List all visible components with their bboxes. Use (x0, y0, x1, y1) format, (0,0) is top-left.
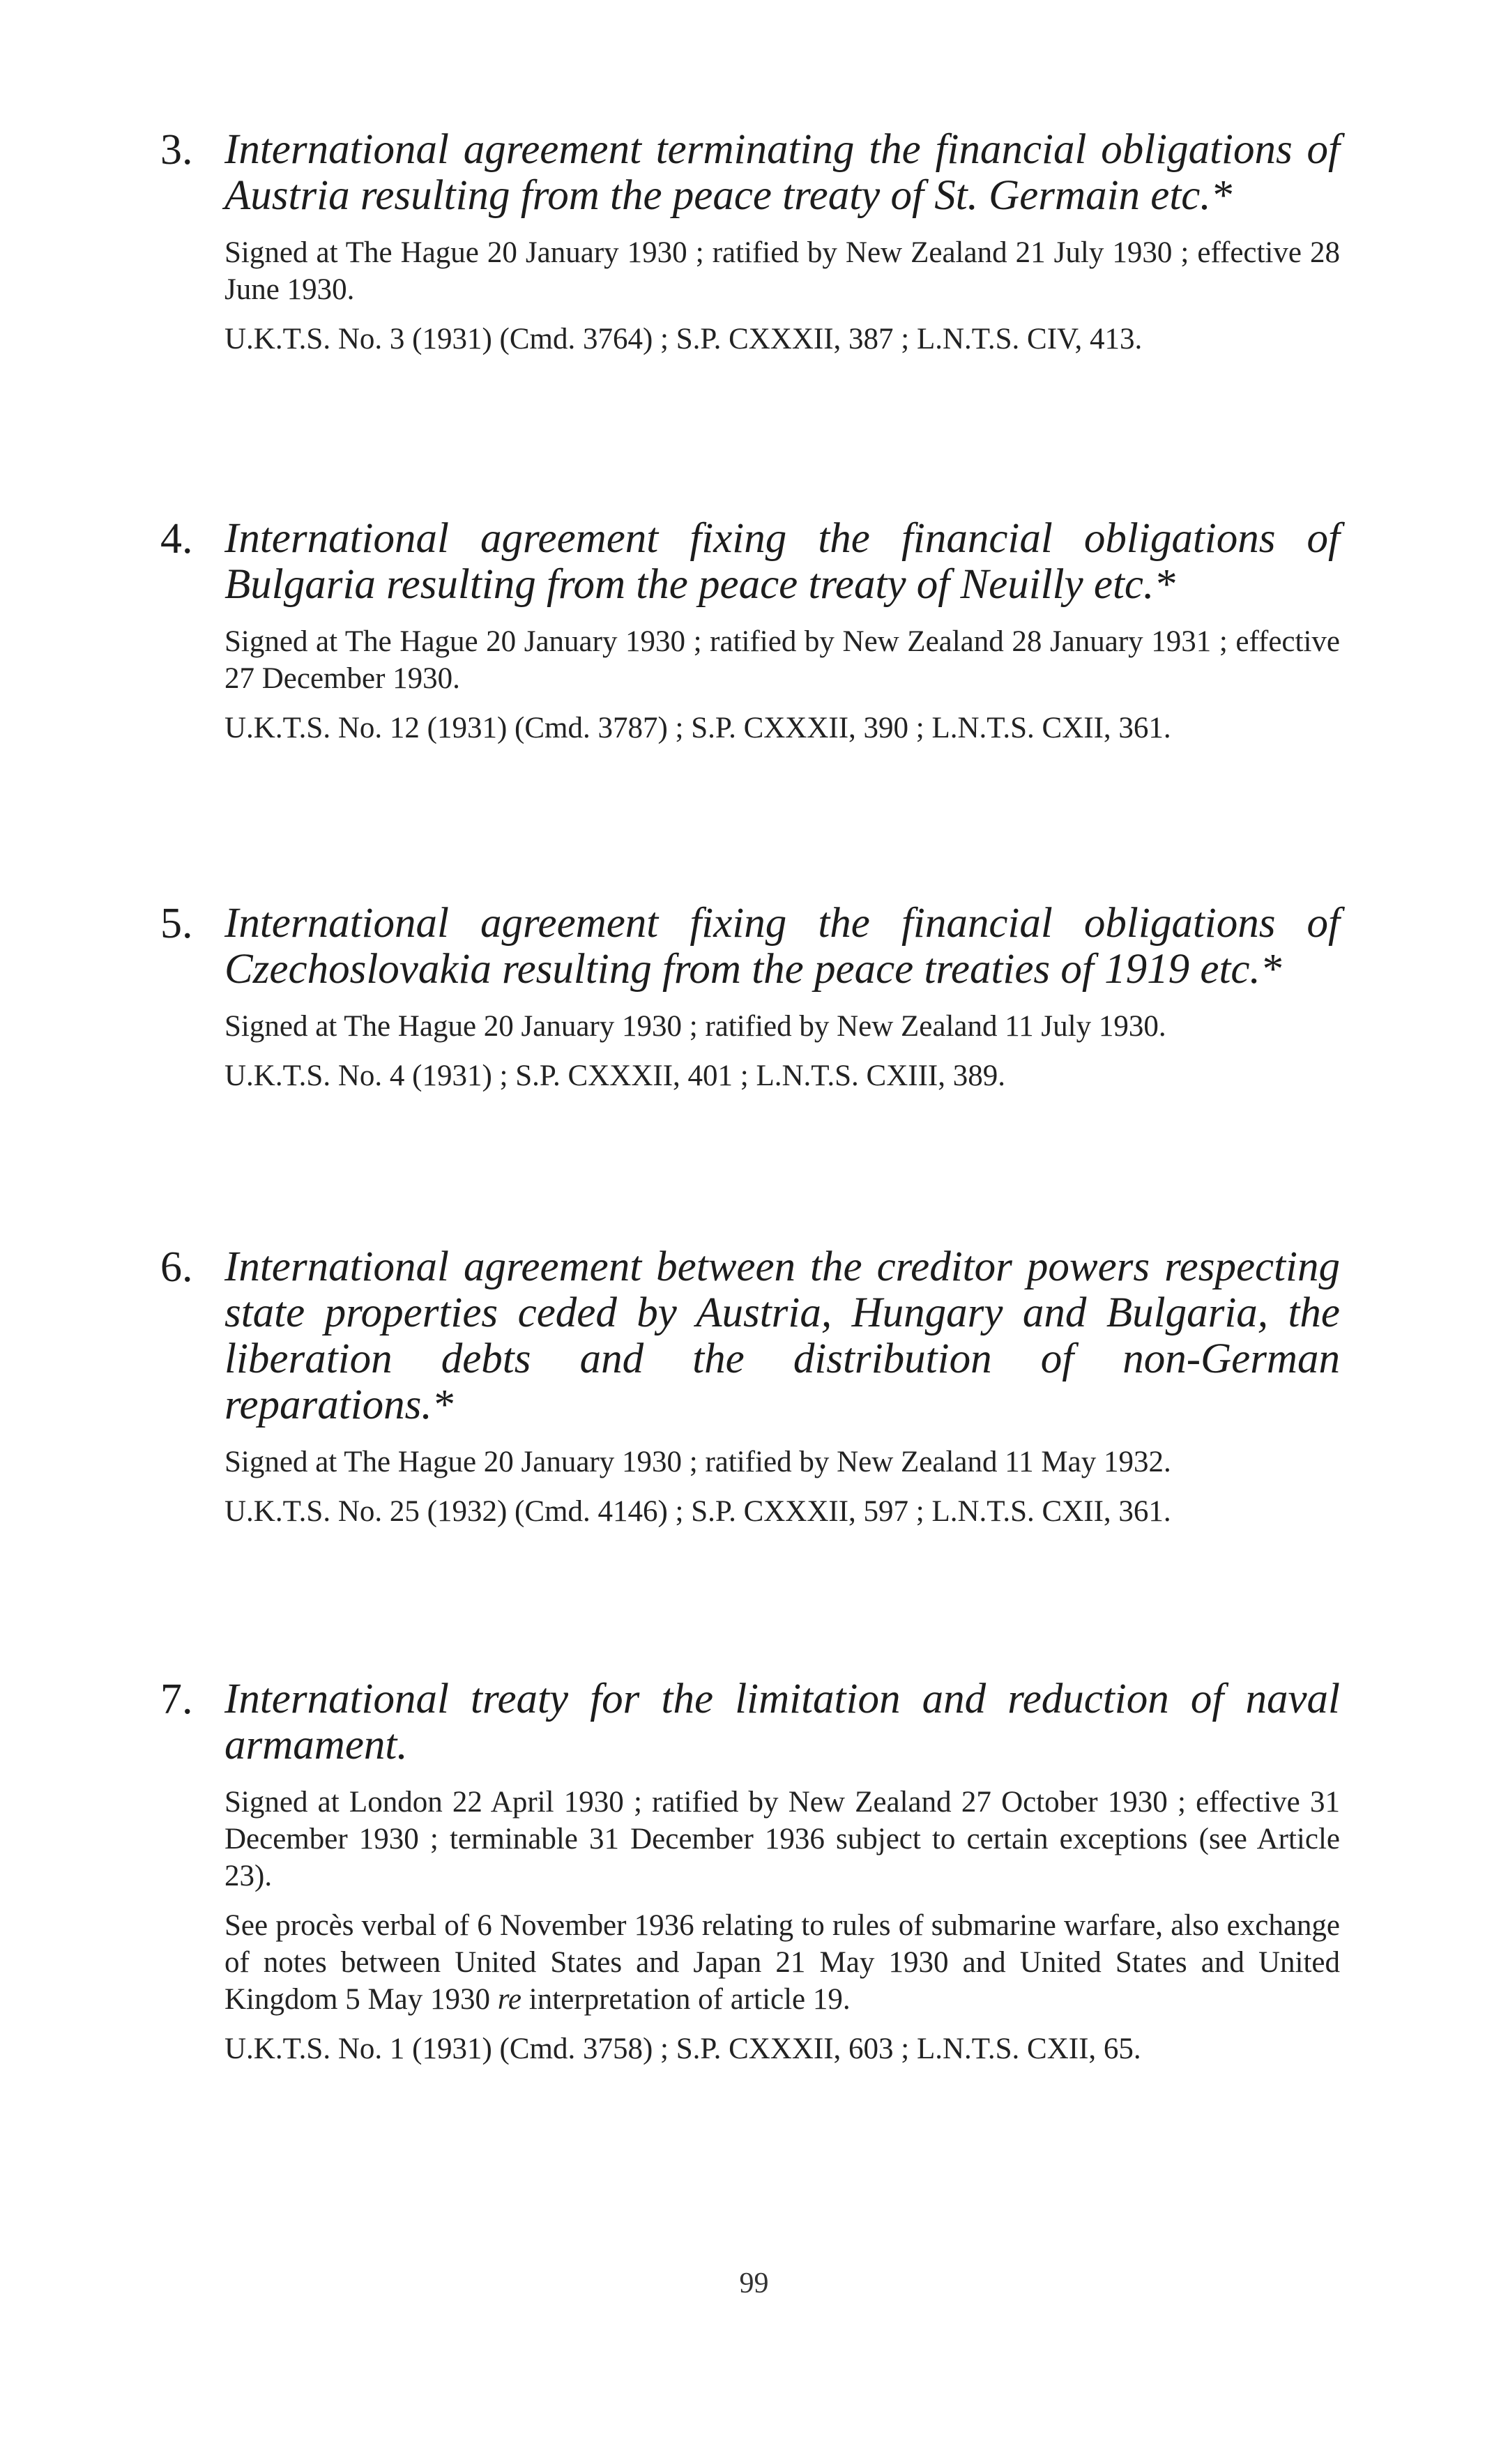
entry-signed-info: Signed at The Hague 20 January 1930 ; ratified by New Zealand 11 May 1932. (224, 1446, 1171, 1478)
entry-number: 5. (160, 900, 193, 947)
entry-heading (0, 127, 1340, 219)
entry-title: International agreement fixing the financial obligations of Bulgaria resulting from the peace treaty of Neuilly etc.* (224, 515, 1340, 608)
entry-title: International treaty for the limitation and reduction of naval armament. (224, 1676, 1340, 1768)
entry-note-re: re (497, 1983, 522, 2016)
treaty-entry-5 (0, 901, 1508, 1094)
entry-heading (0, 901, 1340, 993)
entry-note (224, 1907, 1340, 2018)
entry-reference: U.K.T.S. No. 4 (1931) ; S.P. CXXXII, 401 ; L.N.T.S. CXIII, 389. (224, 1059, 1005, 1092)
treaty-entry-3 (0, 127, 1508, 358)
treaty-entry-4 (0, 516, 1508, 747)
entry-title: International agreement terminating the financial obligations of Austria resulting from the peace treaty of St. Germain etc.* (224, 126, 1340, 219)
entry-heading (0, 1244, 1340, 1428)
entry-note-text: See procès verbal of 6 November 1936 relating to rules of submarine warfare, also exchange of notes between United States and Japan 21 May 1930 and United States and United Kingdom 5 May 1930 (224, 1909, 1340, 2016)
entry-reference: U.K.T.S. No. 25 (1932) (Cmd. 4146) ; S.P. CXXXII, 597 ; L.N.T.S. CXII, 361. (224, 1495, 1171, 1528)
entry-number: 3. (160, 126, 193, 174)
entry-reference: U.K.T.S. No. 3 (1931) (Cmd. 3764) ; S.P. CXXXII, 387 ; L.N.T.S. CIV, 413. (224, 323, 1143, 355)
entry-signed-info: Signed at The Hague 20 January 1930 ; ratified by New Zealand 28 January 1931 ; effective 27 December 1930. (224, 625, 1340, 695)
treaty-entry-7 (0, 1676, 1508, 2067)
entry-number: 4. (160, 515, 193, 563)
entry-signed-info: Signed at The Hague 20 January 1930 ; ratified by New Zealand 21 July 1930 ; effective 28 June 1930. (224, 236, 1340, 306)
entry-signed-info: Signed at The Hague 20 January 1930 ; ratified by New Zealand 11 July 1930. (224, 1010, 1166, 1043)
entry-reference: U.K.T.S. No. 1 (1931) (Cmd. 3758) ; S.P. CXXXII, 603 ; L.N.T.S. CXII, 65. (224, 2033, 1141, 2065)
entry-signed-info: Signed at London 22 April 1930 ; ratified by New Zealand 27 October 1930 ; effective 31 December 1930 ; terminable 31 December 1936 subject to certain exceptions (see Article 23). (224, 1786, 1340, 1892)
entry-title: International agreement between the creditor powers respecting state properties ceded by Austria, Hungary and Bulgaria, the liberation debts and the distribution of non-German reparations.* (224, 1244, 1340, 1428)
entry-reference: U.K.T.S. No. 12 (1931) (Cmd. 3787) ; S.P. CXXXII, 390 ; L.N.T.S. CXII, 361. (224, 712, 1171, 744)
entry-number: 7. (160, 1676, 193, 1723)
entry-number: 6. (160, 1244, 193, 1291)
page-number: 99 (739, 2267, 769, 2300)
entry-title: International agreement fixing the financial obligations of Czechoslovakia resulting from the peace treaties of 1919 etc.* (224, 900, 1340, 993)
entry-heading (0, 1676, 1340, 1768)
entry-heading (0, 516, 1340, 608)
treaty-entry-6 (0, 1244, 1508, 1530)
entry-note-text-end: interpretation of article 19. (521, 1983, 851, 2016)
